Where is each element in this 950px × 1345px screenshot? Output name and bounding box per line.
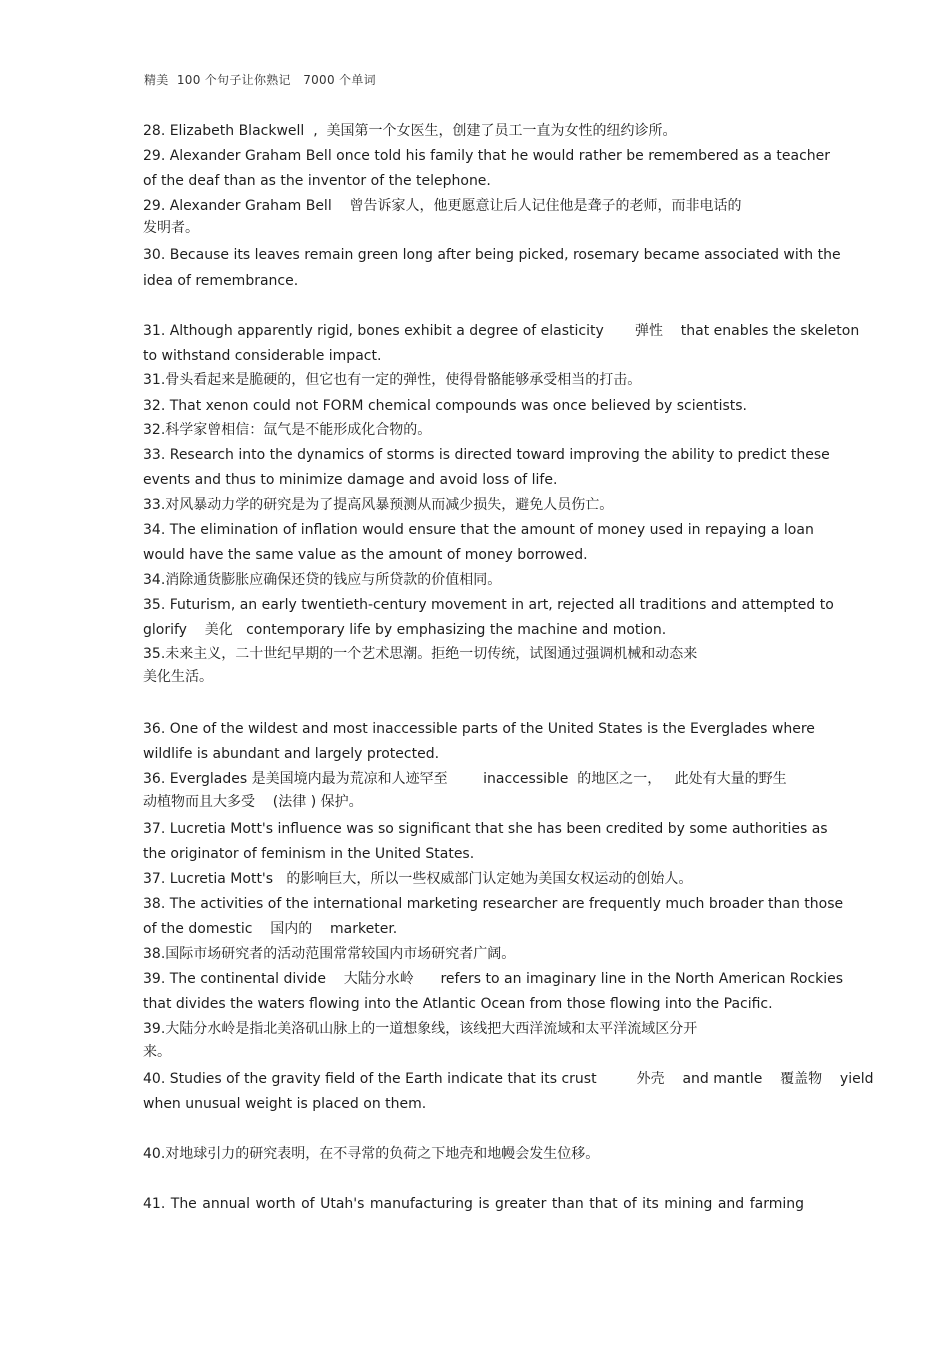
text-line: the originator of feminism in the United States. [143,846,475,862]
text-line: 动植物而且大多受 (法律 ) 保护。 [143,794,363,810]
text-line: glorify 美化 contemporary life by emphasizing the machine and motion. [143,622,667,638]
text-line: events and thus to minimize damage and avoid loss of life. [143,472,558,488]
text-line: of the deaf than as the inventor of the telephone. [143,173,491,189]
text-line: 37. Lucretia Mott's influence was so significant that she has been credited by some authorities as [143,821,828,837]
text-line: 发明者。 [143,220,199,236]
text-line: 40. Studies of the gravity field of the Earth indicate that its crust 外壳 and mantle 覆盖物 yield [143,1071,874,1087]
text-line: 38. The activities of the international marketing researcher are frequently much broader than those [143,896,844,912]
text-line: 29. Alexander Graham Bell 曾告诉家人，他更愿意让后人记住他是聋子的老师，而非电话的 [143,198,742,214]
text-line: 来。 [143,1044,171,1060]
text-line: wildlife is abundant and largely protected. [143,746,440,762]
text-line: 38.国际市场研究者的活动范围常常较国内市场研究者广阔。 [143,946,516,962]
text-line: of the domestic 国内的 marketer. [143,921,398,937]
text-line: would have the same value as the amount of money borrowed. [143,547,588,563]
text-line: when unusual weight is placed on them. [143,1096,427,1112]
text-line: 35.未来主义，二十世纪早期的一个艺术思潮。拒绝一切传统，试图通过强调机械和动态来 [143,646,698,662]
text-line: to withstand considerable impact. [143,348,382,364]
text-line: 32. That xenon could not FORM chemical compounds was once believed by scientists. [143,398,748,414]
text-line: 40.对地球引力的研究表明，在不寻常的负荷之下地壳和地幔会发生位移。 [143,1146,600,1162]
text-line: 31. Although apparently rigid, bones exhibit a degree of elasticity 弹性 that enables the skeleton [143,323,860,339]
text-line: 34. The elimination of inflation would ensure that the amount of money used in repaying a loan [143,522,814,538]
text-line: 41. The annual worth of Utah's manufacturing is greater than that of its mining and farming [143,1196,804,1212]
text-line: 33.对风暴动力学的研究是为了提高风暴预测从而减少损失，避免人员伤亡。 [143,497,614,513]
text-line: 39. The continental divide 大陆分水岭 refers to an imaginary line in the North American Rockies [143,971,844,987]
text-line: 32.科学家曾相信：氙气是不能形成化合物的。 [143,422,432,438]
text-line: 34.消除通货膨胀应确保还贷的钱应与所贷款的价值相同。 [143,572,502,588]
text-line: that divides the waters flowing into the Atlantic Ocean from those flowing into the Pacific. [143,996,773,1012]
text-line: 30. Because its leaves remain green long after being picked, rosemary became associated with the [143,247,841,263]
text-line: 33. Research into the dynamics of storms is directed toward improving the ability to predict these [143,447,830,463]
page-header: 精美 100 个句子让你熟记 7000 个单词 [144,73,376,87]
text-line: 美化生活。 [143,669,213,685]
text-line: 37. Lucretia Mott's 的影响巨大，所以一些权威部门认定她为美国女权运动的创始人。 [143,871,693,887]
text-line: 28. Elizabeth Blackwell , 美国第一个女医生，创建了员工一直为女性的纽约诊所。 [143,123,677,139]
text-line: 31.骨头看起来是脆硬的，但它也有一定的弹性，使得骨骼能够承受相当的打击。 [143,372,642,388]
text-line: 39.大陆分水岭是指北美洛矶山脉上的一道想象线，该线把大西洋流域和太平洋流域区分开 [143,1021,698,1037]
text-line: 35. Futurism, an early twentieth-century movement in art, rejected all traditions and attempted to [143,597,834,613]
text-line: 36. Everglades 是美国境内最为荒凉和人迹罕至 inaccessible 的地区之一， 此处有大量的野生 [143,771,787,787]
text-line: idea of remembrance. [143,273,299,289]
text-line: 29. Alexander Graham Bell once told his family that he would rather be remembered as a teacher [143,148,831,164]
text-line: 36. One of the wildest and most inaccessible parts of the United States is the Everglades where [143,721,815,737]
